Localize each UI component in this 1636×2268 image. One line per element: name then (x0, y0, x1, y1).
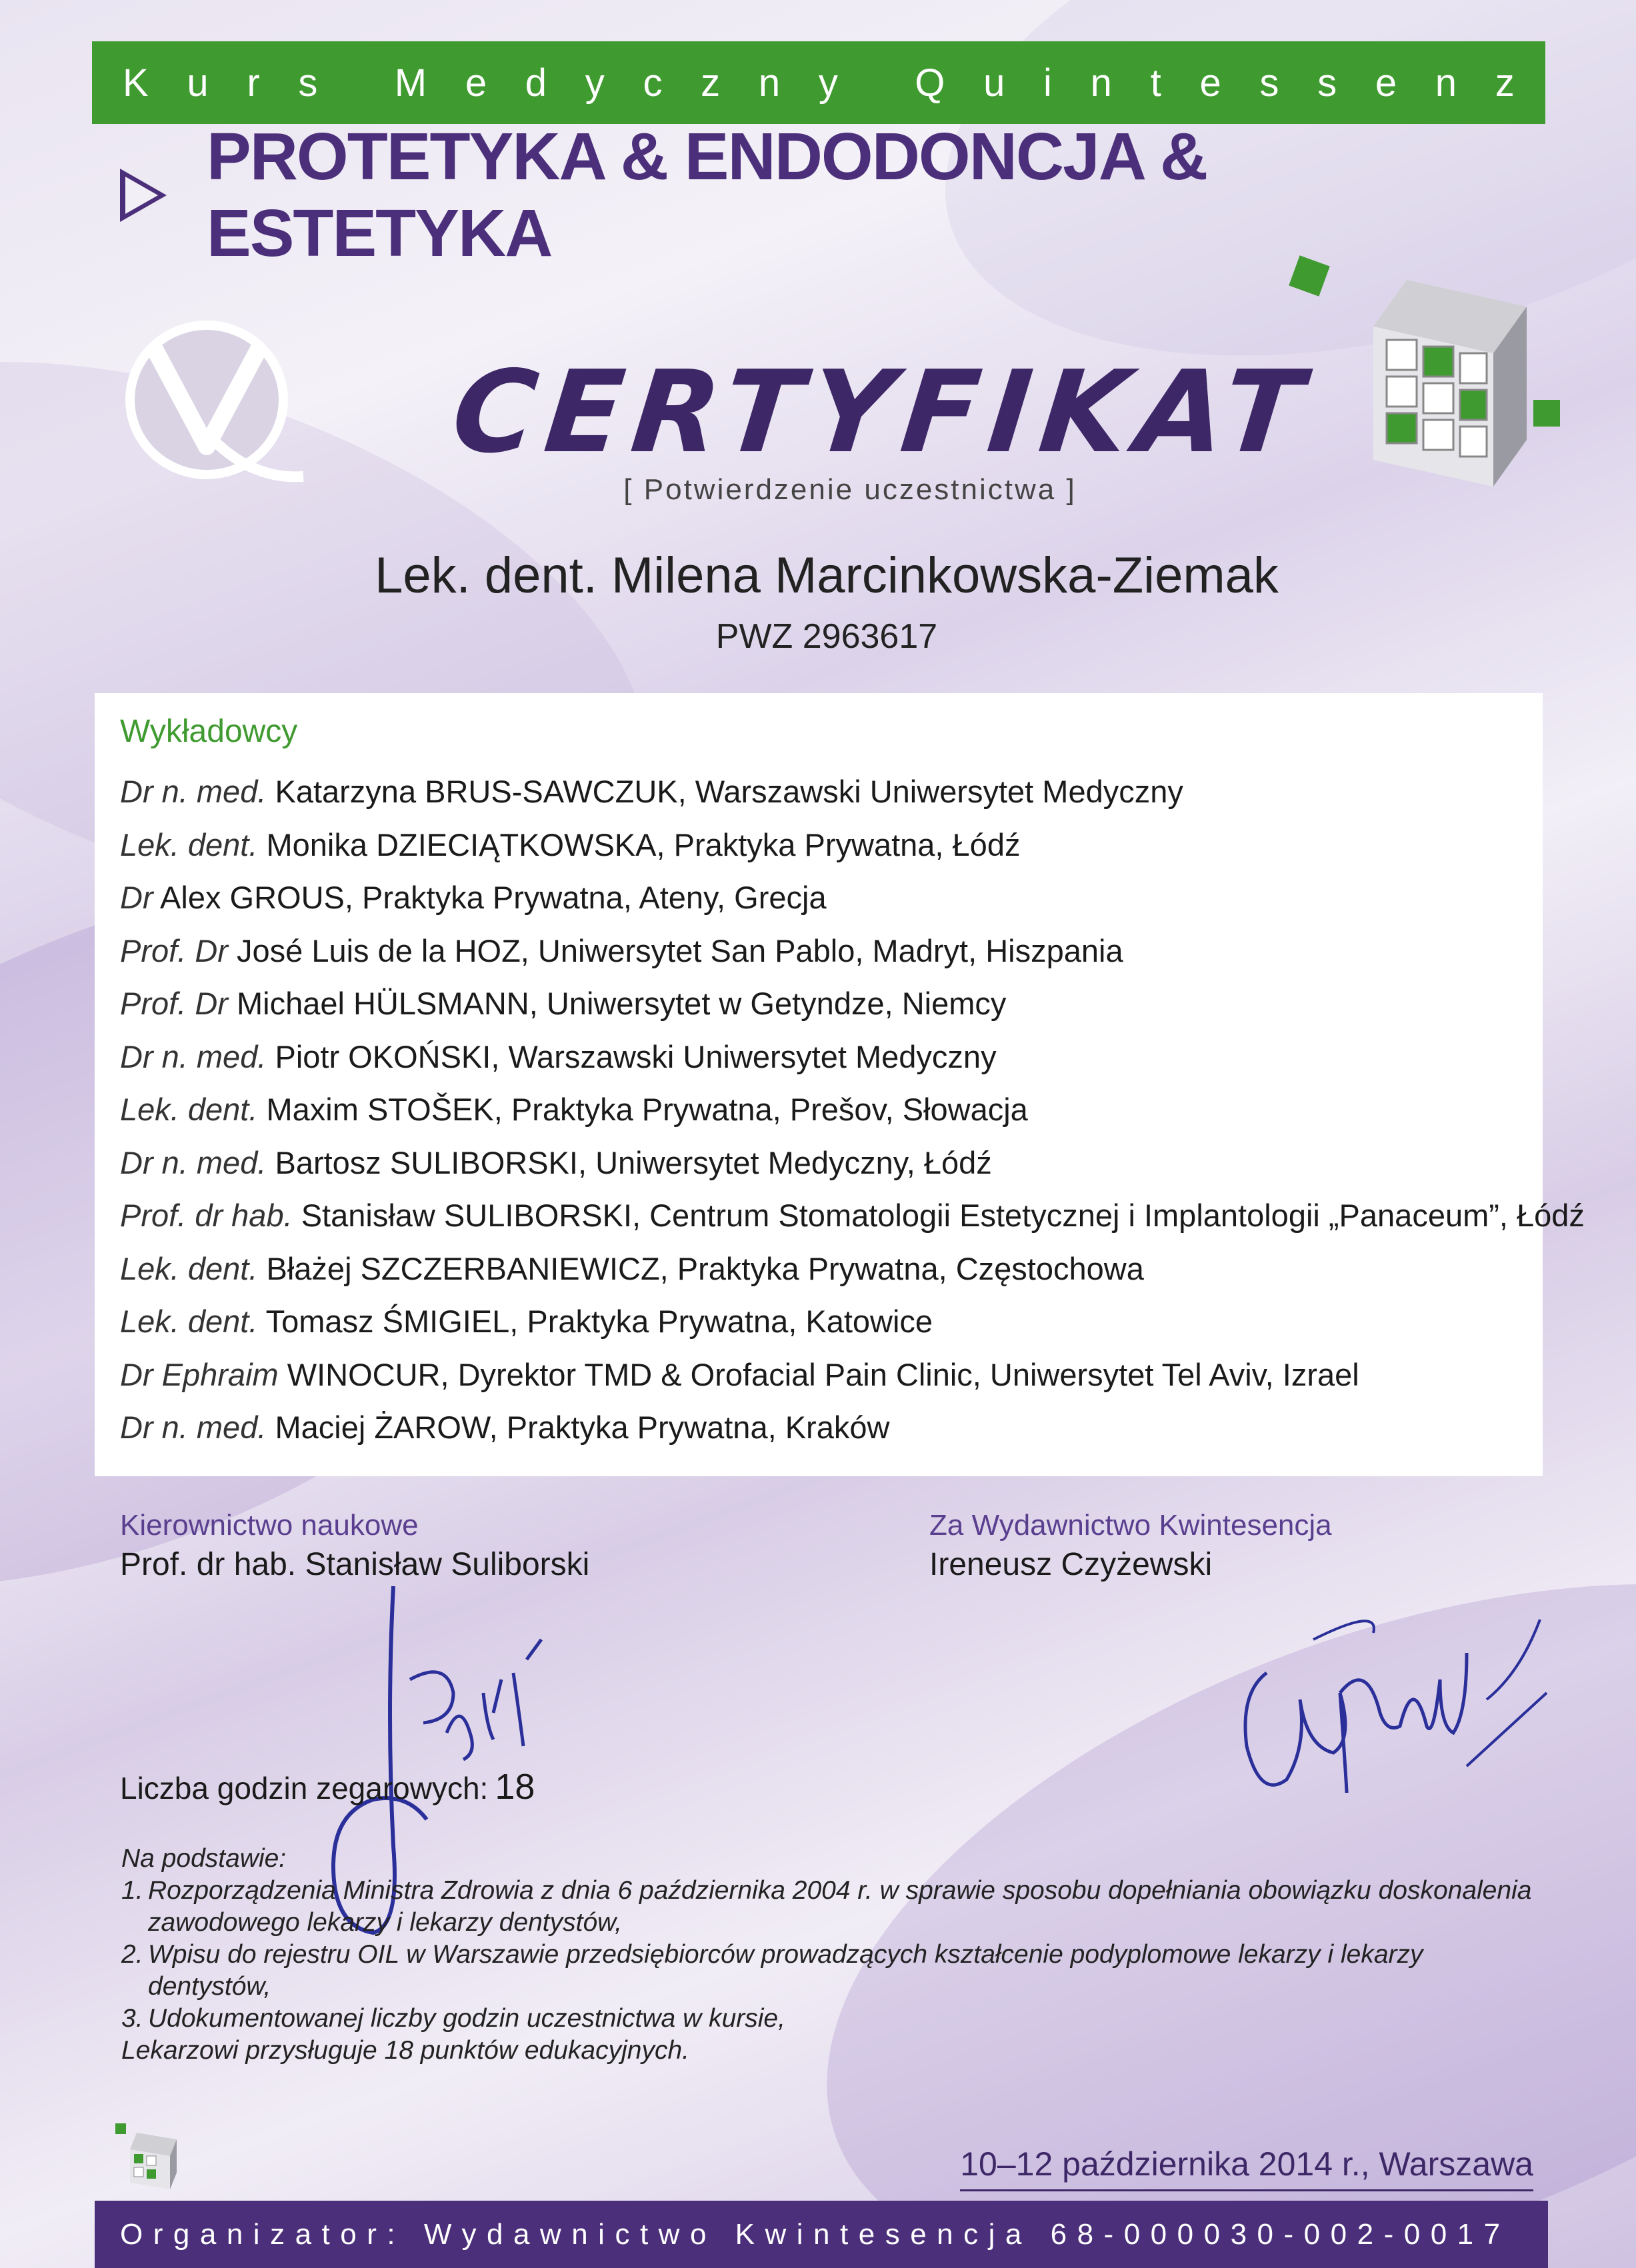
hours-value: 18 (495, 1767, 535, 1807)
lecturer-name-affiliation: WINOCUR, Dyrektor TMD & Orofacial Pain Clinic, Uniwersytet Tel Aviv, Izrael (278, 1356, 1359, 1392)
lecturer-name-affiliation: Alex GROUS, Praktyka Prywatna, Ateny, Grecja (153, 880, 827, 915)
recipient-pwz: PWZ 2963617 (715, 617, 938, 656)
lecturer-title: Dr n. med. (120, 1410, 267, 1445)
signature-right (1227, 1593, 1560, 1799)
lecturer-item (120, 932, 1540, 986)
lecturer-name-affiliation: Błażej SZCZERBANIEWICZ, Praktyka Prywatna, Częstochowa (257, 1250, 1144, 1286)
lecturer-title: Lek. dent. (120, 826, 258, 862)
lecturer-title: Dr n. med. (120, 1038, 267, 1074)
lecturer-title: Dr n. med. (120, 774, 267, 809)
course-heading (120, 119, 1553, 271)
lecturer-item (120, 879, 1540, 932)
course-banner (92, 41, 1545, 124)
course-banner-letter: n (758, 61, 781, 105)
course-banner-letter: z (1495, 61, 1515, 105)
lecturer-item (120, 985, 1540, 1038)
course-banner-letter: s (298, 61, 318, 105)
scientific-lead-label: Kierownictwo naukowe (120, 1509, 419, 1542)
lecturer-name-affiliation: Maxim STOŠEK, Praktyka Prywatna, Prešov, Słowacja (257, 1092, 1028, 1127)
lecturer-title: Prof. Dr (120, 932, 228, 968)
course-banner-letter: s (1317, 61, 1337, 105)
lecturer-name-affiliation: Katarzyna BRUS-SAWCZUK, Warszawski Uniwersytet Medyczny (266, 774, 1183, 809)
lecturer-title: Prof. dr hab. (120, 1198, 293, 1233)
course-banner-letter: r (247, 61, 260, 105)
course-banner-letter: d (525, 61, 547, 105)
course-banner-letter: M (394, 61, 427, 105)
lecturer-item (120, 826, 1540, 880)
lecturer-title: Dr n. med. (120, 1144, 267, 1180)
course-banner-letter: n (1090, 61, 1112, 105)
play-triangle-icon (120, 169, 167, 222)
lecturers-heading: Wykładowcy (120, 714, 298, 749)
lecturer-item (120, 1409, 1540, 1462)
lecturer-item (120, 1038, 1540, 1092)
legal-basis (121, 1843, 1541, 2067)
course-banner-letter: u (983, 61, 1005, 105)
lecturer-name-affiliation: Stanisław SULIBORSKI, Centrum Stomatologii Estetycznej i Implantologii „Panaceum”, Łódź (292, 1198, 1585, 1233)
lecturer-item (120, 1303, 1540, 1356)
lecturer-title: Prof. Dr (120, 986, 228, 1021)
course-banner-letter: y (585, 61, 605, 105)
lecturer-title: Dr Ephraim (120, 1356, 279, 1392)
certificate-subtitle: [ Potwierdzenie uczestnictwa ] (623, 473, 1077, 506)
basis-item-number: 1. (121, 1876, 143, 1905)
recipient-name: Lek. dent. Milena Marcinkowska-Ziemak (375, 547, 1279, 604)
course-banner-letter: n (1435, 61, 1457, 105)
lecturer-title: Lek. dent. (120, 1092, 258, 1127)
lecturer-item (120, 1197, 1585, 1250)
lecturer-title: Lek. dent. (120, 1250, 258, 1286)
course-banner-letter: t (1150, 61, 1161, 105)
event-date: 10–12 października 2014 r., Warszawa (960, 2145, 1533, 2183)
organizer-text: Organizator: Wydawnictwo Kwintesencja 68-000030-002-0017 (120, 2217, 1511, 2251)
lecturer-name-affiliation: Bartosz SULIBORSKI, Uniwersytet Medyczny, Łódź (266, 1144, 992, 1180)
basis-item-text: Wpisu do rejestru OIL w Warszawie przedsiębiorców prowadzących kształcenie podyplomowe lekarzy i lekarzy dentystów, (148, 1940, 1423, 2001)
course-banner-letter: e (1199, 61, 1221, 105)
lecturer-item (120, 773, 1540, 826)
lecturer-item (120, 1250, 1540, 1304)
lecturers-list (120, 773, 1585, 1462)
organizer-banner (95, 2201, 1548, 2268)
course-banner-letter: u (187, 61, 209, 105)
basis-heading: Na podstawie: (121, 1844, 287, 1873)
lecturer-name-affiliation: Maciej ŻAROW, Praktyka Prywatna, Kraków (266, 1410, 890, 1445)
basis-item-number: 2. (121, 1940, 143, 1969)
lecturer-name-affiliation: José Luis de la HOZ, Uniwersytet San Pablo, Madryt, Hiszpania (227, 932, 1123, 968)
date-underline (960, 2189, 1533, 2191)
lecturer-item (120, 1144, 1540, 1198)
course-banner-letter: z (701, 61, 721, 105)
course-title: PROTETYKA & ENDODONCJA & ESTETYKA (207, 119, 1207, 271)
lecturer-title: Lek. dent. (120, 1304, 258, 1339)
small-cube-logo-icon (110, 2119, 190, 2193)
lecturer-item (120, 1356, 1540, 1410)
basis-item (121, 1939, 1541, 2003)
qv-logo-icon (113, 313, 313, 493)
hours-line (120, 1766, 535, 1807)
lecturer-title: Dr (120, 880, 153, 915)
course-banner-letter: i (1043, 61, 1052, 105)
lecturer-name-affiliation: Piotr OKOŃSKI, Warszawski Uniwersytet Medyczny (266, 1038, 997, 1074)
course-banner-letter: y (818, 61, 838, 105)
basis-item (121, 1875, 1541, 1939)
lecturer-name-affiliation: Michael HÜLSMANN, Uniwersytet w Getyndze, Niemcy (227, 986, 1007, 1021)
course-banner-letter: K (123, 61, 149, 105)
basis-item-text: Udokumentowanej liczby godzin uczestnictwa w kursie, (148, 2004, 785, 2033)
publisher-name: Ireneusz Czyżewski (929, 1547, 1213, 1582)
course-banner-letter: Q (915, 61, 945, 105)
basis-conclusion: Lekarzowi przysługuje 18 punktów edukacyjnych. (121, 2036, 689, 2065)
course-banner-letter: e (465, 61, 487, 105)
course-banner-letter: e (1375, 61, 1397, 105)
green-cube-logo-icon (1280, 253, 1573, 500)
hours-label: Liczba godzin zegarowych: (120, 1771, 489, 1805)
lecturer-name-affiliation: Monika DZIECIĄTKOWSKA, Praktyka Prywatna, Łódź (257, 826, 1021, 862)
certificate-title: CERTYFIKAT (446, 347, 1317, 479)
lecturer-name-affiliation: Tomasz ŚMIGIEL, Praktyka Prywatna, Katowice (257, 1304, 933, 1339)
publisher-label: Za Wydawnictwo Kwintesencja (929, 1509, 1332, 1542)
course-banner-letter: c (643, 61, 663, 105)
course-banner-letter: s (1259, 61, 1279, 105)
basis-item-text: Rozporządzenia Ministra Zdrowia z dnia 6 października 2004 r. w sprawie sposobu dopełniania obowiązku doskonalenia zawodowego lekarzy i lekarzy dentystów, (148, 1876, 1532, 1937)
lecturer-item (120, 1091, 1540, 1144)
basis-item (121, 2003, 1541, 2035)
scientific-lead-name: Prof. dr hab. Stanisław Suliborski (120, 1547, 590, 1582)
basis-item-number: 3. (121, 2004, 143, 2033)
